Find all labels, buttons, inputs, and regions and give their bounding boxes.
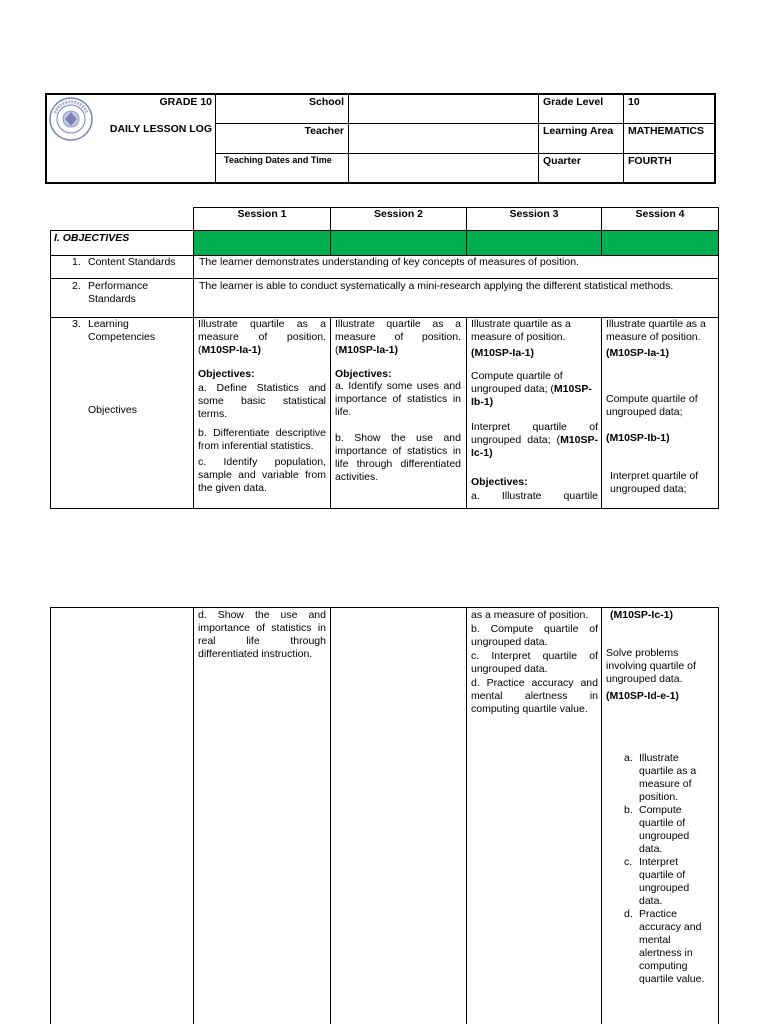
session-4-code-3: (M10SP-Ic-1): [610, 609, 674, 621]
session-2-objective-b: b. Show the use and importance of statistics in life through differentiated activities.: [335, 432, 461, 483]
performance-standards-text: The learner is able to conduct systematically a mini-research applying the different statistical methods.: [199, 280, 674, 292]
grade-level-value: 10: [628, 96, 640, 108]
session-3-objectives-heading: Objectives:: [471, 476, 528, 488]
session-2-competency-text: Illustrate quartile as a measure of position. (: [335, 318, 461, 356]
session-1-competency-text: Illustrate quartile as a measure of position. (: [198, 318, 326, 356]
session-2-competency: [335, 318, 461, 357]
session-1-objective-d: d. Show the use and importance of statistics in real life through differentiated instruction.: [198, 609, 326, 660]
session-2-header: Session 2: [373, 208, 424, 220]
session-1-header: Session 1: [237, 208, 287, 220]
log-title: DAILY LESSON LOG: [109, 123, 212, 135]
objectives-heading: I. OBJECTIVES: [54, 232, 130, 244]
session-3-objective-b: b. Compute quartile of ungrouped data.: [471, 623, 598, 648]
grade-level-label: Grade Level: [543, 96, 604, 108]
quarter-value: FOURTH: [628, 155, 672, 167]
session-4-objective-a-marker: a.: [624, 752, 633, 764]
session-3-objective-a-part1: [471, 490, 598, 503]
objectives-highlight: [194, 231, 719, 255]
session-3-objective-c: c. Interpret quartile of ungrouped data.: [471, 650, 598, 675]
session-4-objective-b-marker: b.: [624, 804, 633, 816]
dates-label: Teaching Dates and Time: [224, 155, 332, 165]
school-label: School: [308, 96, 344, 108]
session-3-compute: [471, 370, 598, 409]
session-3-objective-d: d. Practice accuracy and mental alertness in computing quartile value.: [471, 677, 598, 715]
session-4-objective-c: [624, 856, 712, 908]
session-4-code-2: (M10SP-Ib-1): [606, 432, 670, 444]
session-3-code-1: (M10SP-Ia-1): [471, 347, 535, 359]
session-3-header: Session 3: [509, 208, 559, 220]
session-3-interpret: [471, 421, 598, 460]
session-4-objective-b-text: Compute quartile of ungrouped data.: [639, 804, 690, 855]
session-4-objective-d: [624, 908, 712, 986]
session-3-competency: Illustrate quartile as a measure of position.: [471, 318, 571, 343]
session-3-interpret-text: Interpret quartile of ungrouped data; (: [471, 421, 598, 446]
session-4-competency: Illustrate quartile as a measure of position.: [606, 318, 706, 343]
session-3-code-3: M10SP-Ic-1): [471, 434, 598, 459]
session-1-objectives-heading: Objectives:: [198, 368, 255, 380]
session-3-objective-a1-text: a. Illustrate quartile: [471, 490, 598, 502]
session-4-objective-b: [624, 804, 712, 856]
session-4-compute: Compute quartile of ungrouped data;: [606, 393, 698, 418]
session-1-objective-a: a. Define Statistics and some basic statistical terms.: [198, 382, 326, 420]
session-4-code-1: (M10SP-Ia-1): [606, 347, 670, 359]
session-2-objectives-heading: Objectives:: [335, 368, 392, 380]
deped-seal-icon: [48, 96, 94, 142]
session-4-header: Session 4: [635, 208, 685, 220]
session-3-code-2: M10SP-Ib-1): [471, 383, 592, 408]
session-4-objective-d-text: Practice accuracy and mental alertness in computing quartile value.: [639, 908, 705, 985]
session-3-objective-a-part2: as a measure of position.: [471, 609, 589, 621]
session-1-competency: [198, 318, 326, 357]
session-4-objective-c-text: Interpret quartile of ungrouped data.: [639, 856, 690, 907]
content-standards-num: 1.: [72, 256, 81, 268]
competencies-label-1: Learning: [88, 318, 129, 330]
competencies-label-2: Competencies: [88, 331, 156, 343]
session-4-solve: Solve problems involving quartile of ungrouped data.: [606, 647, 696, 685]
performance-standards-label-2: Standards: [88, 293, 136, 305]
session-1-objective-c: c. Identify population, sample and variable from the given data.: [198, 456, 326, 494]
objectives-label: Objectives: [88, 404, 138, 416]
content-standards-text: The learner demonstrates understanding of key concepts of measures of position.: [199, 256, 579, 268]
session-4-code-4: (M10SP-Id-e-1): [606, 690, 679, 702]
performance-standards-num: 2.: [72, 280, 81, 292]
session-2-objective-a: a. Identify some uses and importance of statistics in life.: [335, 380, 461, 418]
session-4-objective-c-marker: c.: [624, 856, 633, 868]
teacher-label: Teacher: [304, 125, 344, 137]
session-4-objective-list: [624, 752, 712, 986]
session-1-competency-code: M10SP-Ia-1): [201, 344, 262, 356]
performance-standards-label-1: Performance: [88, 280, 149, 292]
quarter-label: Quarter: [543, 155, 581, 167]
session-1-objective-b: b. Differentiate descriptive from inferential statistics.: [198, 427, 326, 452]
session-4-objective-a: [624, 752, 712, 804]
learning-area-value: MATHEMATICS: [628, 125, 705, 137]
session-2-competency-code: M10SP-Ia-1): [338, 344, 399, 356]
content-standards-label: Content Standards: [88, 256, 176, 268]
competencies-num: 3.: [72, 318, 81, 330]
learning-area-label: Learning Area: [543, 125, 614, 137]
session-4-objective-d-marker: d.: [624, 908, 633, 920]
session-3-compute-text: Compute quartile of ungrouped data; (: [471, 370, 563, 395]
session-4-interpret: Interpret quartile of ungrouped data;: [610, 470, 699, 495]
session-4-objective-a-text: Illustrate quartile as a measure of position.: [639, 752, 697, 803]
grade-title: GRADE 10: [159, 96, 212, 108]
